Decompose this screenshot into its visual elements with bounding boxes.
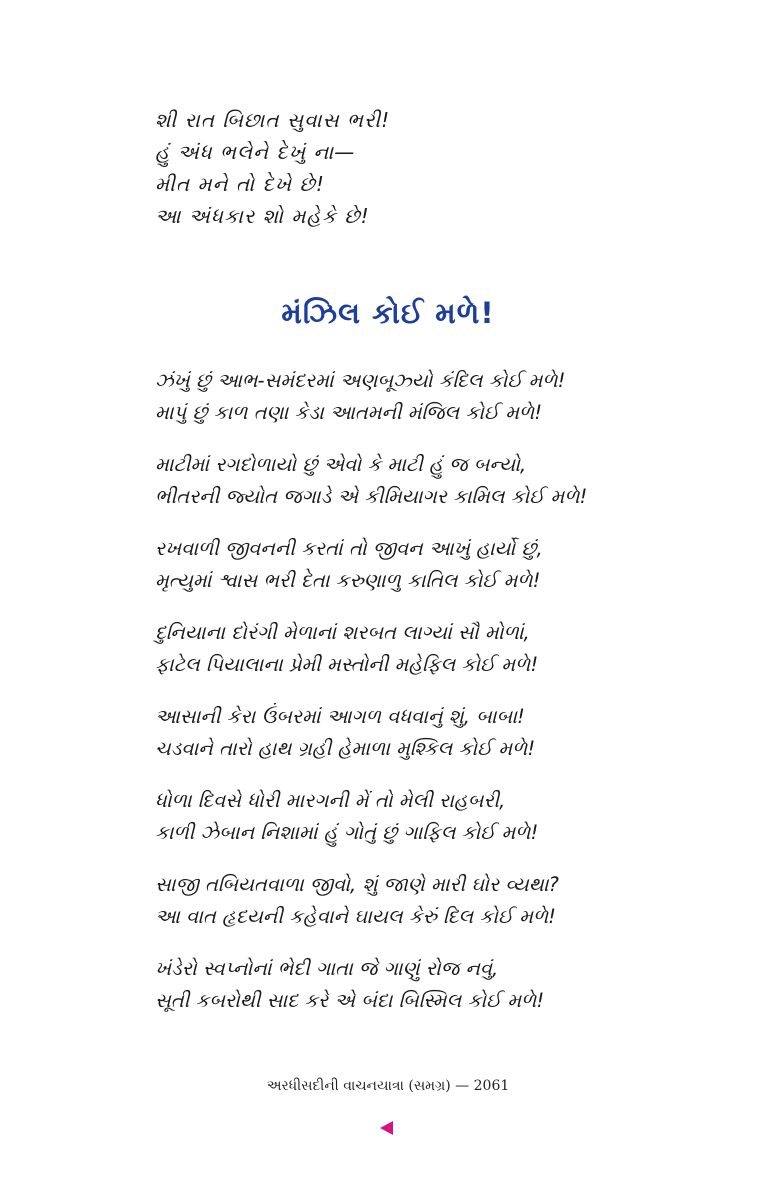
verse-line: આ વાત હૃદયની કહેવાને ઘાયલ કેરું દિલ કોઈ મળે!	[155, 905, 556, 928]
page-footer: અરધીસદીની વાચનયાત્રા (સમગ્ર) — 2061	[266, 1078, 510, 1094]
stanza	[155, 869, 755, 933]
stanza	[155, 785, 755, 849]
poem-title: મંઝિલ કોઈ મળે!	[281, 296, 495, 330]
verse-line: સાજી તબિયતવાળા જીવો, શું જાણે મારી ઘોર વ્યથા?	[155, 873, 559, 896]
verse-line: સૂતી કબરોથી સાદ કરે એ બંદા બિસ્મિલ કોઈ મળે!	[155, 989, 545, 1012]
intro-verse	[155, 104, 675, 232]
verse-line: ભીતરની જ્યોત જગાડે એ કીમિયાગર કામિલ કોઈ મળે!	[155, 485, 588, 508]
verse-line: માપું છું કાળ તણા કેડા આતમની મંજિલ કોઈ મળે!	[155, 401, 543, 424]
verse-line: રખવાળી જીવનની કરતાં તો જીવન આખું હાર્યો છું,	[155, 537, 543, 560]
intro-line: હું અંધ ભલેને દેખું ના—	[155, 140, 356, 164]
verse-line: ધોળા દિવસે ધોરી મારગની મેં તો મેલી રાહબરી,	[155, 789, 506, 812]
verse-line: મૃત્યુમાં શ્વાસ ભરી દેતા કરુણાળુ કાતિલ કોઈ મળે!	[155, 569, 541, 592]
stanza	[155, 953, 755, 1017]
poem-body	[155, 365, 755, 1037]
intro-line: મીત મને તો દેખે છે!	[155, 172, 325, 196]
verse-line: ચડવાને તારો હાથ ગ્રહી હેમાળા મુશ્કિલ કોઈ મળે!	[155, 737, 536, 760]
verse-line: માટીમાં રગદોળાયો છું એવો કે માટી હું જ બન્યો,	[155, 453, 527, 476]
intro-line: આ અંધકાર શો મહેકે છે!	[155, 204, 370, 228]
stanza	[155, 617, 755, 681]
verse-line: આસાની કેરા ઉંબરમાં આગળ વધવાનું શું, બાબા!	[155, 705, 525, 728]
intro-line: શી રાત બિછાત સુવાસ ભરી!	[155, 108, 391, 132]
stanza	[155, 533, 755, 597]
stanza	[155, 365, 755, 429]
verse-line: ખંડેરો સ્વપ્નોનાં ભેદી ગાતા જે ગાણું રોજ નવું,	[155, 957, 499, 980]
triangle-left-icon[interactable]	[380, 1121, 393, 1135]
verse-line: ઝંખું છું આભ-સમંદરમાં અણબૂઝ્યો કંદિલ કોઈ મળે!	[155, 369, 566, 392]
stanza	[155, 449, 755, 513]
verse-line: ફાટેલ પિયાલાના પ્રેમી મસ્તોની મહેફિલ કોઈ મળે!	[155, 653, 539, 676]
verse-line: દુનિયાના દોરંગી મેળાનાં શરબત લાગ્યાં સૌ મોળાં,	[155, 621, 530, 644]
stanza	[155, 701, 755, 765]
verse-line: કાળી ઝેબાન નિશામાં હું ગોતું છું ગાફિલ કોઈ મળે!	[155, 821, 539, 844]
